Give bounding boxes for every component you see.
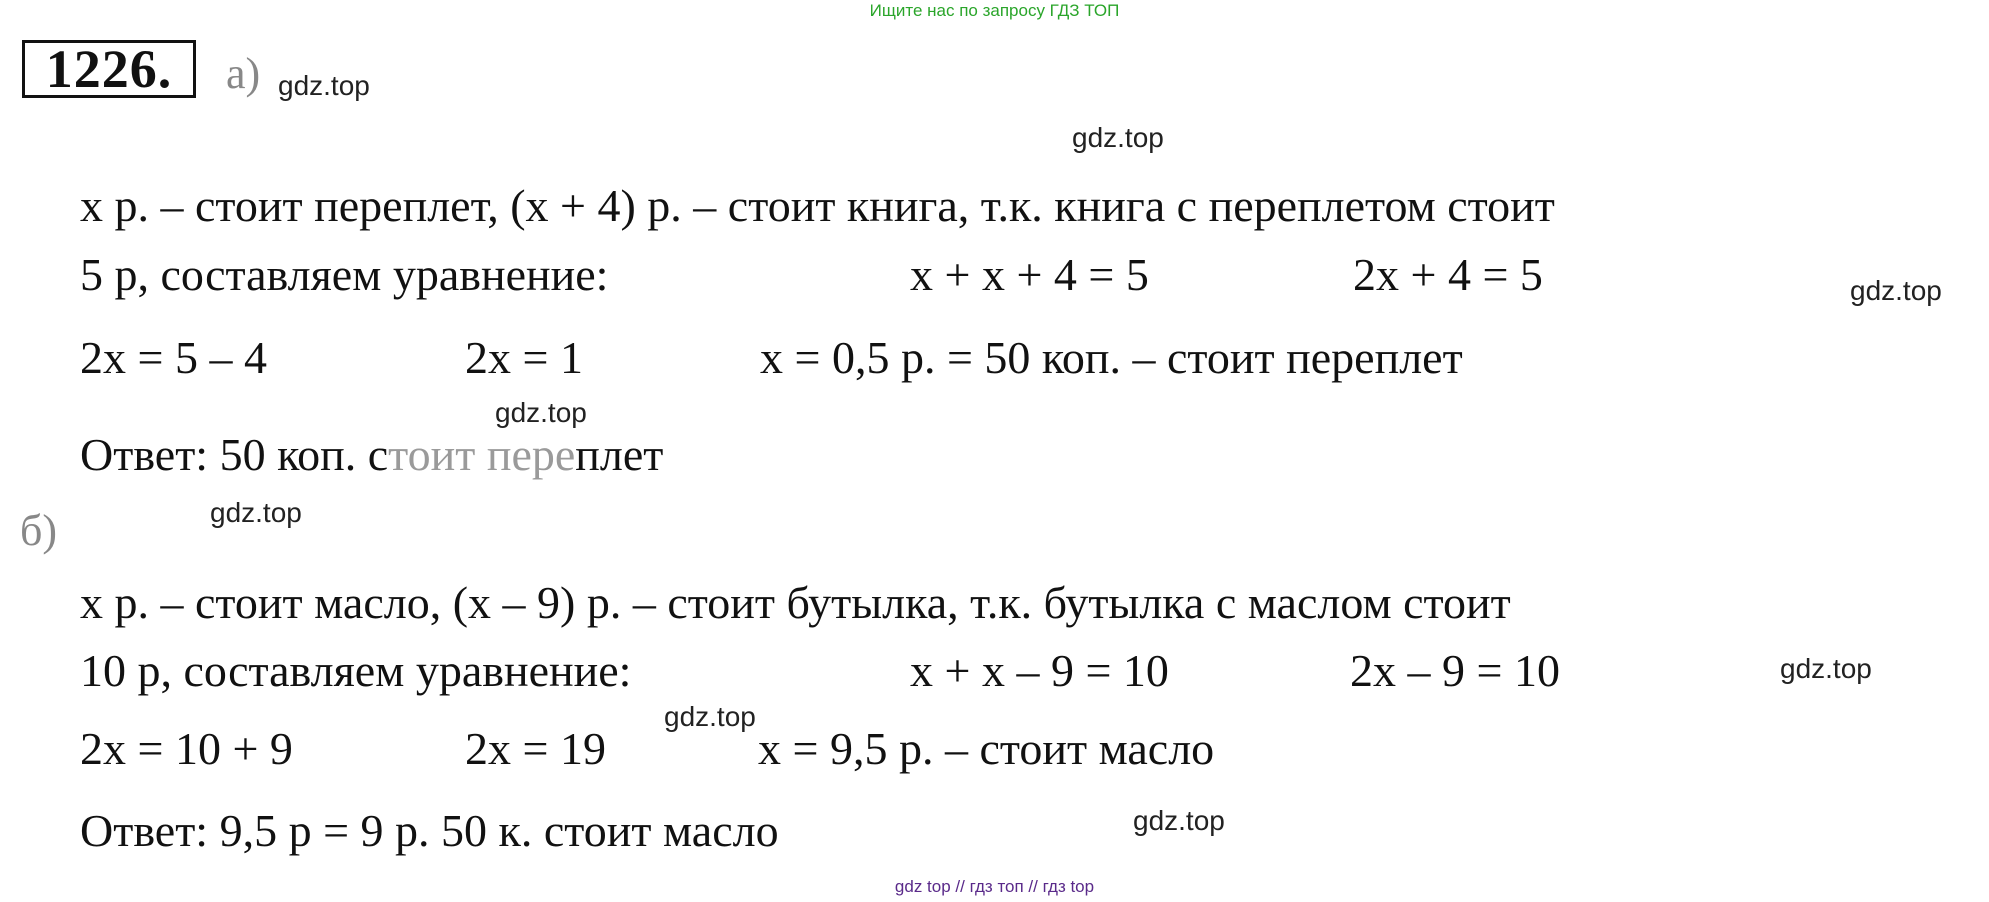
part-a-answer-faded: тоит пере — [388, 429, 576, 480]
watermark: gdz.top — [1072, 122, 1164, 153]
part-a-result: x = 0,5 р. = 50 коп. – стоит переплет — [760, 332, 1463, 383]
part-a-line-1: x р. – стоит переплет, (x + 4) р. – стоит книга, т.к. книга с переплетом стоит — [80, 180, 1555, 231]
part-b-equation-2: 2x – 9 = 10 — [1350, 645, 1560, 696]
part-b-equation-4: 2x = 19 — [465, 723, 606, 774]
watermark: gdz.top — [210, 497, 302, 528]
part-a-equation-4: 2x = 1 — [465, 332, 583, 383]
part-a-answer-end: плет — [575, 429, 664, 480]
part-a-line-2: 5 р, составляем уравнение: — [80, 249, 609, 300]
part-b-result: x = 9,5 р. – стоит масло — [758, 723, 1215, 774]
part-a-equation-2: 2x + 4 = 5 — [1353, 249, 1543, 300]
part-a-label: а) — [226, 49, 261, 98]
watermark: gdz.top — [1133, 805, 1225, 836]
watermark: gdz.top — [495, 397, 587, 428]
part-a-equation-1: x + x + 4 = 5 — [910, 249, 1149, 300]
footer-links: gdz top // гдз топ // гдз top — [894, 877, 1095, 896]
part-a-answer — [80, 429, 663, 481]
part-b-line-2: 10 р, составляем уравнение: — [80, 645, 632, 696]
part-a-answer-start: Ответ: 50 коп. с — [80, 429, 389, 480]
part-b-equation-3: 2x = 10 + 9 — [80, 723, 293, 774]
search-banner: Ищите нас по запросу ГДЗ ТОП — [869, 1, 1120, 20]
part-b-label: б) — [20, 506, 58, 555]
problem-number: 1226. — [22, 40, 196, 98]
watermark: gdz.top — [1850, 275, 1942, 306]
part-b-answer: Ответ: 9,5 р = 9 р. 50 к. стоит масло — [80, 805, 779, 856]
watermark: gdz.top — [664, 701, 756, 732]
part-b-line-1: x р. – стоит масло, (x – 9) р. – стоит бутылка, т.к. бутылка с маслом стоит — [80, 577, 1511, 628]
watermark: gdz.top — [278, 70, 370, 101]
part-a-equation-3: 2x = 5 – 4 — [80, 332, 267, 383]
watermark: gdz.top — [1780, 653, 1872, 684]
part-b-equation-1: x + x – 9 = 10 — [910, 645, 1169, 696]
